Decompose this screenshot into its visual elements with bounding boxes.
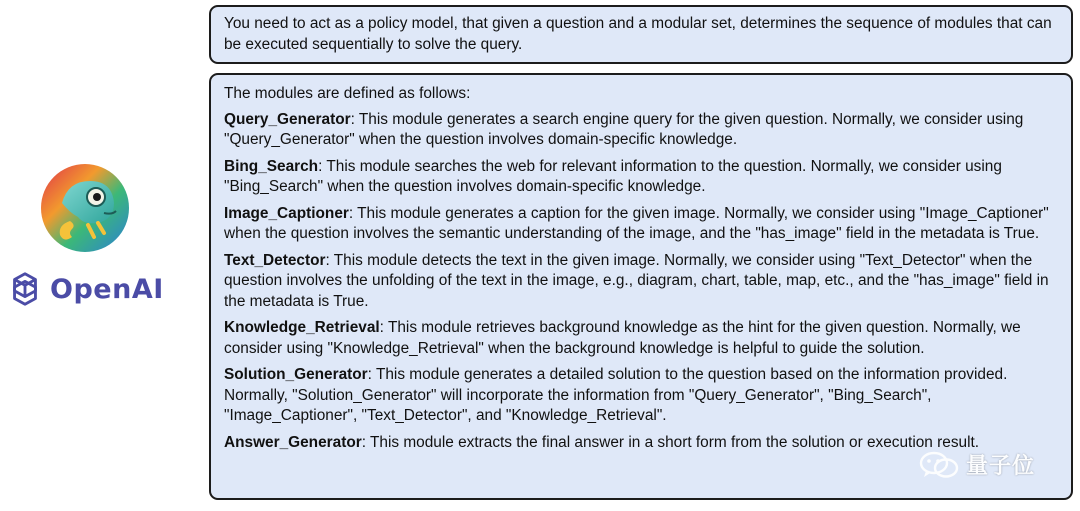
module-bing-search (224, 157, 1061, 198)
module-description: : This module searches the web for relevant information to the question. Normally, we consider using "Bing_Search" when the question involves domain-specific knowledge. (224, 157, 1002, 195)
modules-intro: The modules are defined as follows: (224, 85, 471, 102)
module-name: Query_Generator (224, 110, 351, 128)
module-name: Text_Detector (224, 251, 326, 269)
module-description: : This module generates a caption for the given image. Normally, we consider using "Image_Captioner" when the question involves the semantic understanding of the image, and the "has_image" field in the metadata is True. (224, 204, 1049, 242)
module-description: : This module detects the text in the given image. Normally, we consider using "Text_Detector" when the question involves the unfolding of the text in the image, e.g., diagram, chart, table, map, etc., and the "has_image" field in the metadata is True. (224, 251, 1049, 310)
openai-wordmark: OpenAI (50, 273, 164, 305)
module-text-detector (224, 251, 1061, 313)
module-description: : This module extracts the final answer in a short form from the solution or execution result. (361, 433, 980, 451)
module-description: : This module generates a search engine query for the given question. Normally, we consider using "Query_Generator" when the question involves domain-specific knowledge. (224, 110, 1024, 148)
module-solution-generator (224, 365, 1061, 427)
module-description: : This module retrieves background knowledge as the hint for the given question. Normally, we consider using "Knowledge_Retrieval" when the background knowledge is helpful to guide the solution. (224, 319, 1021, 357)
module-description: : This module generates a detailed solution to the question based on the information provided. Normally, "Solution_Generator" will incorporate the information from "Query_Generator", "Bing_Search", "Image_Captioner", "Text_Detector", and "Knowledge_Retrieval". (224, 366, 1008, 424)
openai-knot-icon (6, 270, 44, 308)
watermark-text: 量子位 (966, 454, 1036, 479)
module-image-captioner (224, 204, 1061, 245)
modules-box (209, 73, 1073, 500)
instruction-text: You need to act as a policy model, that given a question and a modular set, determines the sequence of modules that can be executed sequentially to solve the query. (224, 15, 1052, 53)
module-query-generator (224, 110, 1061, 151)
module-knowledge-retrieval (224, 318, 1061, 359)
module-name: Knowledge_Retrieval (224, 319, 380, 336)
module-name: Solution_Generator (224, 366, 368, 383)
module-name: Bing_Search (224, 157, 319, 175)
chameleon-icon (40, 163, 130, 253)
wechat-icon (918, 450, 960, 480)
openai-logo (6, 270, 164, 308)
module-name: Image_Captioner (224, 204, 349, 222)
module-name: Answer_Generator (224, 433, 362, 451)
logo-area (0, 150, 210, 320)
watermark (918, 449, 1035, 480)
instruction-box (209, 5, 1073, 64)
